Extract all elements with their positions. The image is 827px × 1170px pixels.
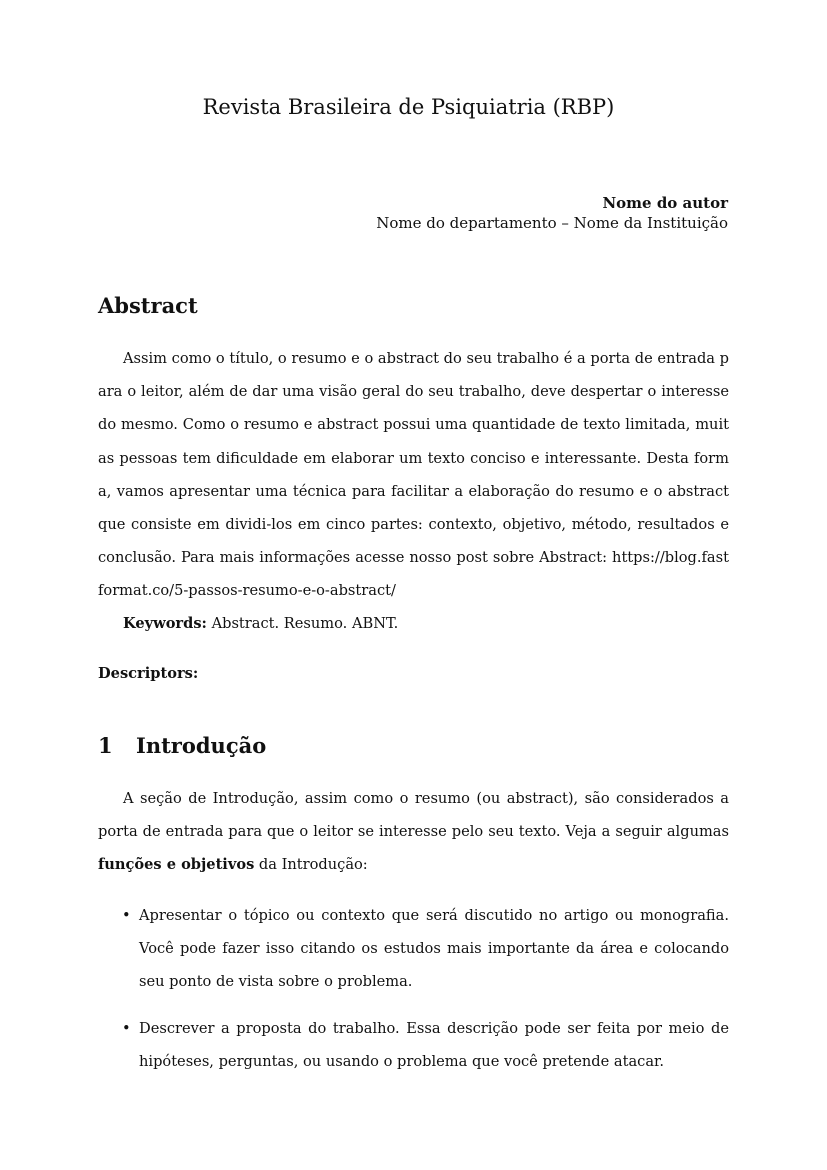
list-item bbox=[98, 1012, 729, 1078]
journal-title: Revista Brasileira de Psiquiatria (RBP) bbox=[202, 95, 615, 119]
author-name: Nome do autor bbox=[602, 194, 728, 212]
author-block bbox=[376, 193, 728, 233]
bullet-icon: • bbox=[122, 1019, 131, 1037]
intro-text-end: da Introdução: bbox=[254, 856, 368, 874]
descriptors-label: Descriptors: bbox=[98, 665, 199, 682]
list-item bbox=[98, 899, 729, 999]
list-item-text: Apresentar o tópico ou contexto que será discutido no artigo ou monografia. Você pode fazer isso citando os estudos mais importante da área e colocando seu ponto de vista sobre o problema. bbox=[139, 907, 729, 991]
keywords-value: Abstract. Resumo. ABNT. bbox=[211, 615, 399, 632]
list-item-text: Descrever a proposta do trabalho. Essa descrição pode ser feita por meio de hipóteses, perguntas, ou usando o problema que você pretende atacar. bbox=[139, 1019, 729, 1070]
author-affiliation: Nome do departamento – Nome da Instituição bbox=[376, 214, 728, 232]
keywords-line bbox=[123, 614, 398, 634]
introduction-paragraph bbox=[98, 782, 729, 882]
introduction-heading bbox=[98, 732, 266, 760]
bullet-icon: • bbox=[122, 907, 131, 924]
abstract-heading: Abstract bbox=[98, 293, 198, 318]
intro-text-bold: funções e objetivos bbox=[98, 856, 255, 874]
intro-text-start: A seção de Introdução, assim como o resumo (ou abstract), são considerados a porta de entrada para que o leitor se interesse pelo seu texto. Veja a seguir algumas bbox=[98, 790, 729, 841]
introduction-bullet-list bbox=[98, 899, 729, 1078]
section-title: Introdução bbox=[136, 733, 267, 758]
section-number: 1 bbox=[98, 733, 113, 758]
abstract-text: Assim como o título, o resumo e o abstract do seu trabalho é a porta de entrada para o leitor, além de dar uma visão geral do seu trabalho, deve despertar o interesse do mesmo. Como o resumo e abstract possui uma quantidade de texto limitada, muitas pessoas tem dificuldade em elaborar um texto conciso e interessante. Desta forma, vamos apresentar uma técnica para facilitar a elaboração do resumo e o abstract que consiste em dividi-los em cinco partes: contexto, objetivo, método, resultados e conclusão. Para mais informações acesse nosso post sobre Abstract: https://blog.fastformat.co/5-passos-resumo-e-o-abstract/ bbox=[98, 350, 729, 600]
keywords-label: Keywords: bbox=[123, 615, 207, 632]
